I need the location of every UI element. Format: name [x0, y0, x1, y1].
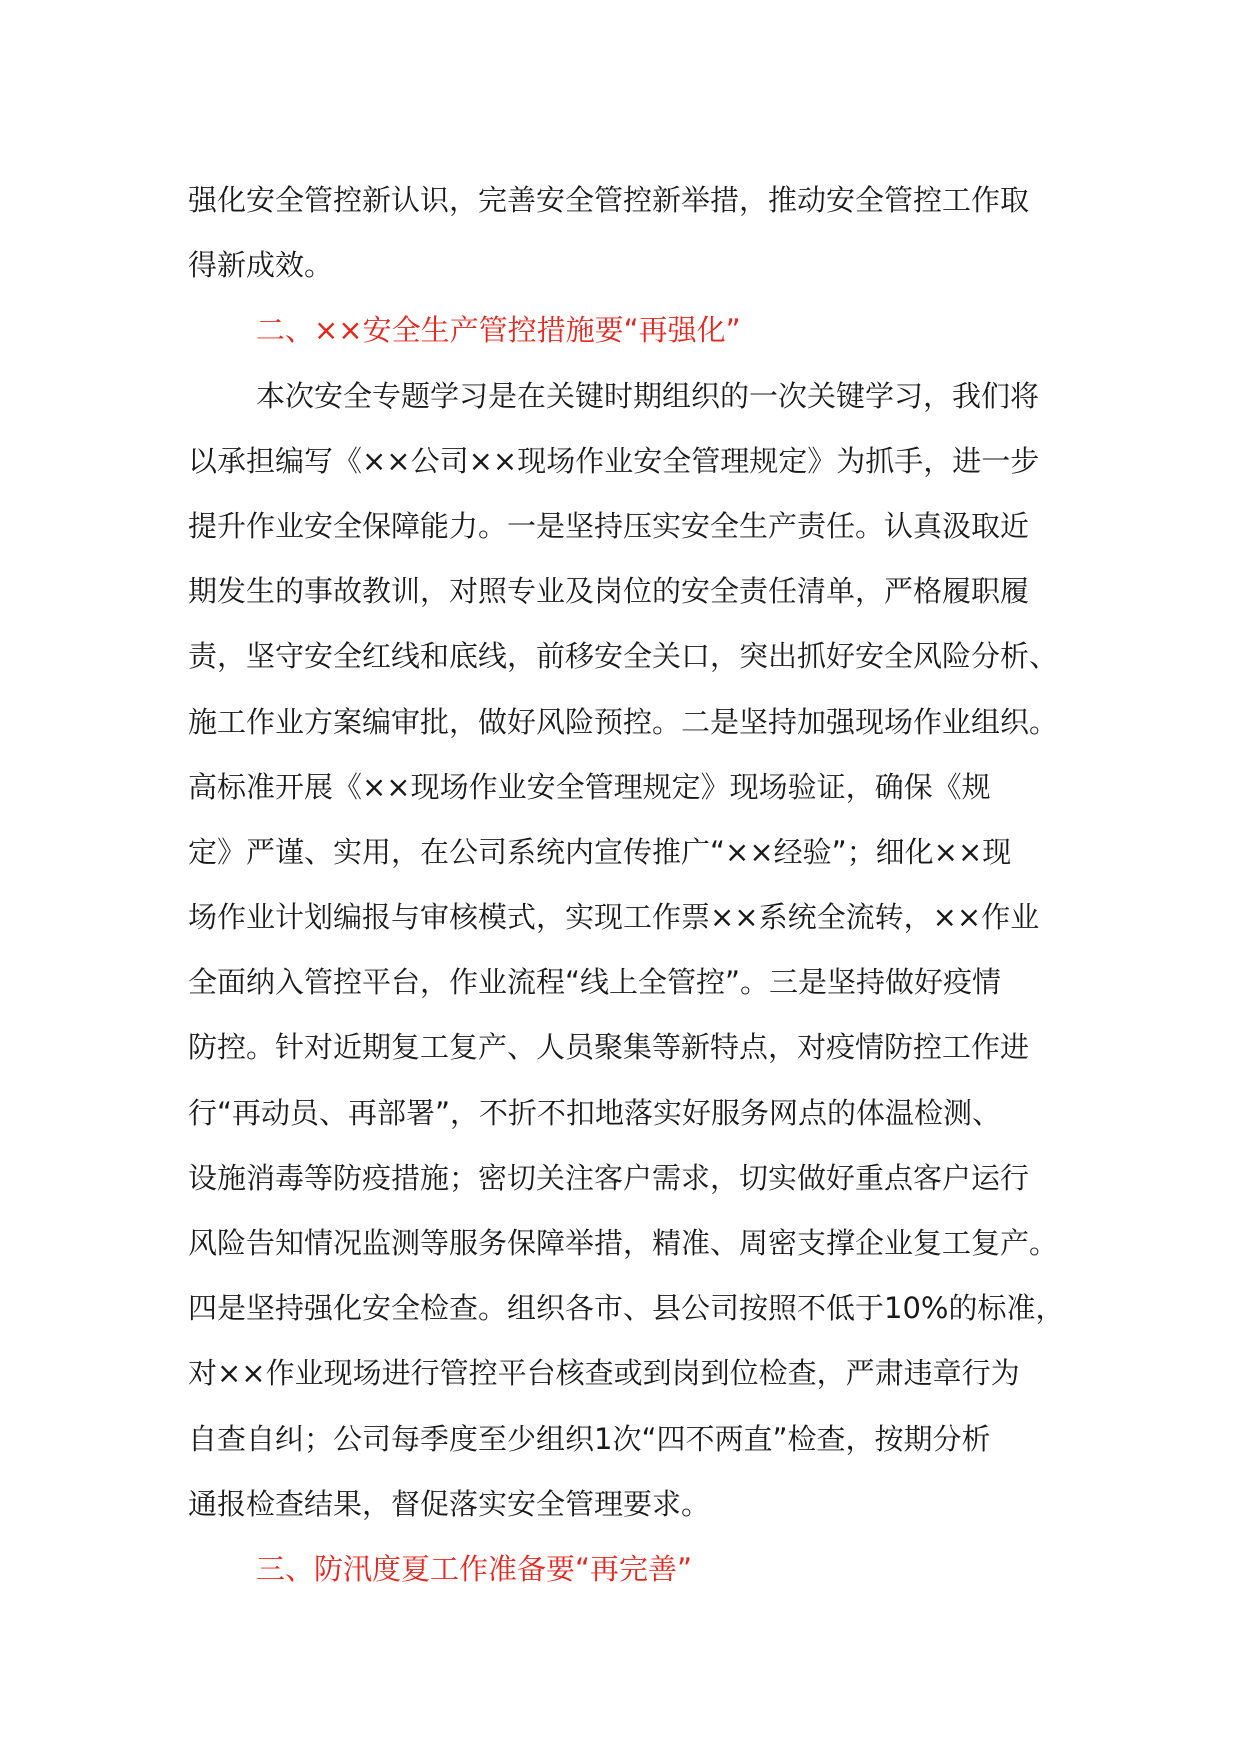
- text-line: 以承担编写《××公司××现场作业安全管理规定》为抓手，进一步: [188, 443, 1040, 478]
- text-line: 对××作业现场进行管控平台核查或到岗到位检查，严肃违章行为: [188, 1356, 1020, 1391]
- text-line: 责，坚守安全红线和底线，前移安全关口，突出抓好安全风险分析、: [188, 639, 1059, 674]
- text-line: 设施消毒等防疫措施；密切关注客户需求，切实做好重点客户运行: [188, 1160, 1030, 1195]
- text-line: 强化安全管控新认识，完善安全管控新举措，推动安全管控工作取: [188, 183, 1030, 217]
- text-line: 期发生的事故教训，对照专业及岗位的安全责任清单，严格履职履: [188, 574, 1030, 609]
- paragraph-start: 本次安全专题学习是在关键时期组织的一次关键学习，我们将: [256, 378, 1040, 413]
- text-line: 定》严谨、实用，在公司系统内宣传推广“××经验”；细化××现: [188, 834, 1012, 869]
- section-heading-3: 三、防汛度夏工作准备要“再完善”: [256, 1551, 693, 1586]
- text-line: 自查自纠；公司每季度至少组织1次“四不两直”检查，按期分析: [188, 1421, 991, 1456]
- text-line: 提升作业安全保障能力。一是坚持压实安全生产责任。认真汲取近: [188, 508, 1030, 543]
- section-heading-2: 二、××安全生产管控措施要“再强化”: [256, 313, 741, 348]
- text-line: 通报检查结果，督促落实安全管理要求。: [188, 1486, 711, 1521]
- text-line: 风险告知情况监测等服务保障举措，精准、周密支撑企业复工复产。: [188, 1226, 1059, 1260]
- text-line: 施工作业方案编审批，做好风险预控。二是坚持加强现场作业组织。: [188, 704, 1059, 739]
- text-line: 防控。针对近期复工复产、人员聚集等新特点，对疫情防控工作进: [188, 1030, 1030, 1065]
- text-line: 场作业计划编报与审核模式，实现工作票××系统全流转，××作业: [188, 900, 1040, 935]
- document-body: [188, 168, 1068, 1602]
- text-line: 得新成效。: [188, 248, 334, 283]
- text-line: 全面纳入管控平台，作业流程“线上全管控”。三是坚持做好疫情: [188, 965, 1002, 1000]
- text-line: 四是坚持强化安全检查。组织各市、县公司按照不低于10%的标准，: [188, 1291, 1065, 1326]
- text-line: 行“再动员、再部署”，不折不扣地落实好服务网点的体温检测、: [188, 1095, 1002, 1130]
- text-line: 高标准开展《××现场作业安全管理规定》现场验证，确保《规: [188, 769, 991, 804]
